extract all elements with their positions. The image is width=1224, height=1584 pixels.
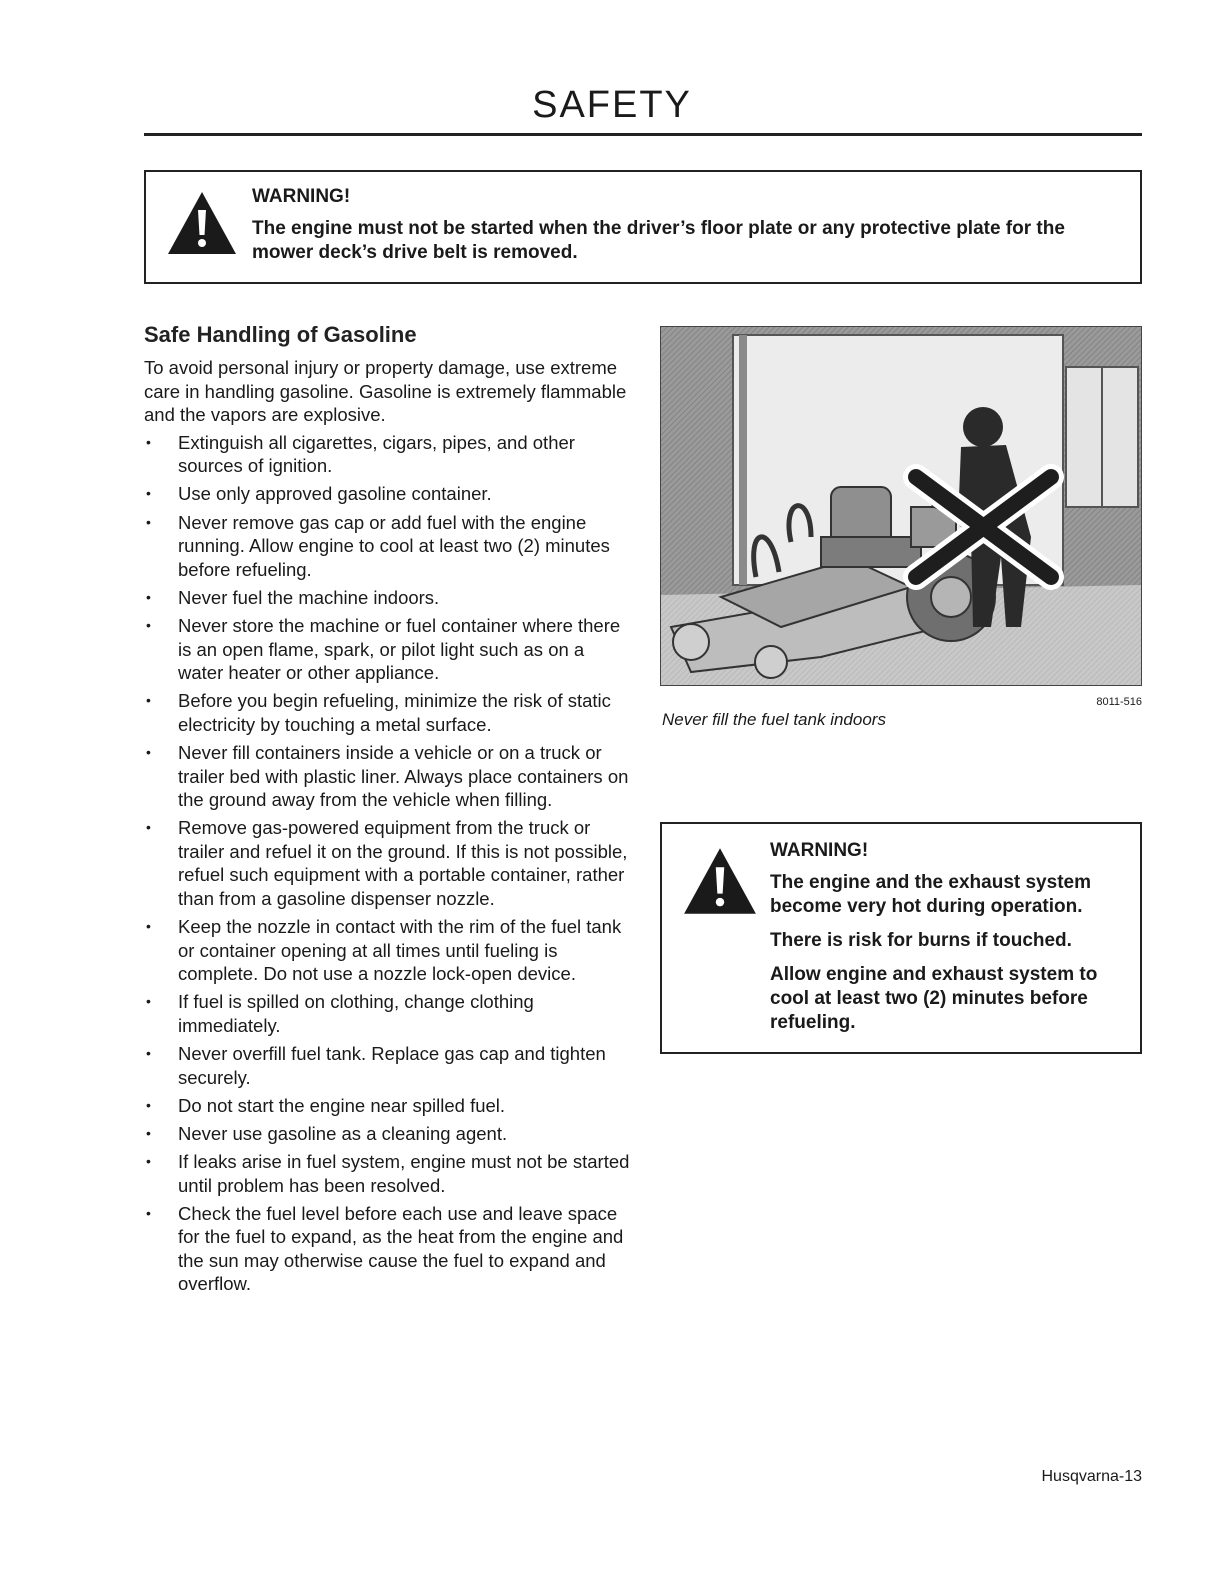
gasoline-safety-text	[144, 356, 634, 1300]
warning-triangle-icon	[166, 190, 238, 256]
warning-paragraph: Allow engine and exhaust system to cool at least two (2) minutes before refueling.	[770, 964, 1098, 1033]
bullet-dot: •	[146, 1152, 151, 1169]
warning-label: WARNING!	[252, 186, 351, 207]
section-heading: Safe Handling of Gasoline	[144, 322, 417, 347]
bullet-dot: •	[146, 588, 151, 605]
bullet-dot: •	[146, 513, 151, 530]
list-item: • Extinguish all cigarettes, cigars, pipes, and other sources of ignition.	[146, 431, 575, 477]
list-item: • Use only approved gasoline container.	[146, 483, 492, 505]
top-warning-box	[144, 170, 1142, 284]
warning-paragraph: The engine and the exhaust system become very hot during operation.	[770, 872, 1091, 917]
bullet-dot: •	[146, 1124, 151, 1141]
intro-paragraph: To avoid personal injury or property damage, use extreme care in handling gasoline. Gasoline is extremely flammable and the vapors are explosive.	[144, 357, 627, 426]
illustration-graphic	[661, 327, 1141, 685]
list-item: • Never use gasoline as a cleaning agent.	[146, 1122, 508, 1144]
right-warning-box	[660, 822, 1142, 1054]
bullet-dot: •	[146, 485, 151, 502]
list-item: • Never fuel the machine indoors.	[146, 586, 440, 608]
bullet-dot: •	[146, 918, 151, 935]
bullet-dot: •	[146, 1045, 151, 1062]
figure-caption: Never fill the fuel tank indoors	[662, 710, 886, 729]
top-warning-content	[252, 186, 1120, 275]
page-number: Husqvarna-13	[1041, 1468, 1142, 1485]
bullet-dot: •	[146, 1204, 151, 1221]
list-item: • Do not start the engine near spilled fuel.	[146, 1094, 506, 1116]
safety-bullet-list	[144, 431, 634, 1296]
warning-label: WARNING!	[770, 840, 869, 861]
page-title: SAFETY	[532, 84, 692, 126]
warning-triangle-icon	[682, 846, 758, 916]
right-warning-content	[770, 840, 1124, 1045]
refueling-indoors-illustration	[660, 326, 1142, 686]
title-divider	[144, 133, 1142, 136]
list-item: • Never fill containers inside a vehicle or on a truck or trailer bed with plastic liner. Always place containers on the ground away from the vehicle when filling.	[146, 741, 629, 811]
list-item: • If fuel is spilled on clothing, change clothing immediately.	[146, 991, 534, 1036]
bullet-dot: •	[146, 993, 151, 1010]
list-item: • If leaks arise in fuel system, engine must not be started until problem has been resolved.	[146, 1150, 630, 1196]
bullet-dot: •	[146, 743, 151, 760]
warning-text: The engine must not be started when the driver’s floor plate or any protective plate for the mower deck’s drive belt is removed.	[252, 218, 1065, 263]
bullet-dot: •	[146, 1096, 151, 1113]
list-item: • Never remove gas cap or add fuel with the engine running. Allow engine to cool at least two (2) minutes before refueling.	[146, 511, 610, 580]
list-item: • Never store the machine or fuel container where there is an open flame, spark, or pilot light such as on a water heater or other appliance.	[146, 614, 621, 684]
list-item: • Remove gas-powered equipment from the truck or trailer and refuel it on the ground. If this is not possible, refuel such equipment with a portable container, rather than from a gasoline dispenser nozzle.	[146, 817, 628, 909]
list-item: • Never overfill fuel tank. Replace gas cap and tighten securely.	[146, 1043, 606, 1088]
list-item: • Before you begin refueling, minimize the risk of static electricity by touching a metal surface.	[146, 690, 611, 735]
warning-paragraph: There is risk for burns if touched.	[770, 930, 1072, 951]
list-item: • Check the fuel level before each use and leave space for the fuel to expand, as the heat from the engine and the sun may otherwise cause the fuel to expand and overflow.	[146, 1202, 624, 1295]
list-item: • Keep the nozzle in contact with the rim of the fuel tank or container opening at all times until fueling is complete. Do not use a nozzle lock-open device.	[146, 916, 622, 985]
bullet-dot: •	[146, 616, 151, 633]
bullet-dot: •	[146, 433, 151, 450]
bullet-dot: •	[146, 692, 151, 709]
figure-code: 8011-516	[1096, 696, 1142, 708]
bullet-dot: •	[146, 819, 151, 836]
